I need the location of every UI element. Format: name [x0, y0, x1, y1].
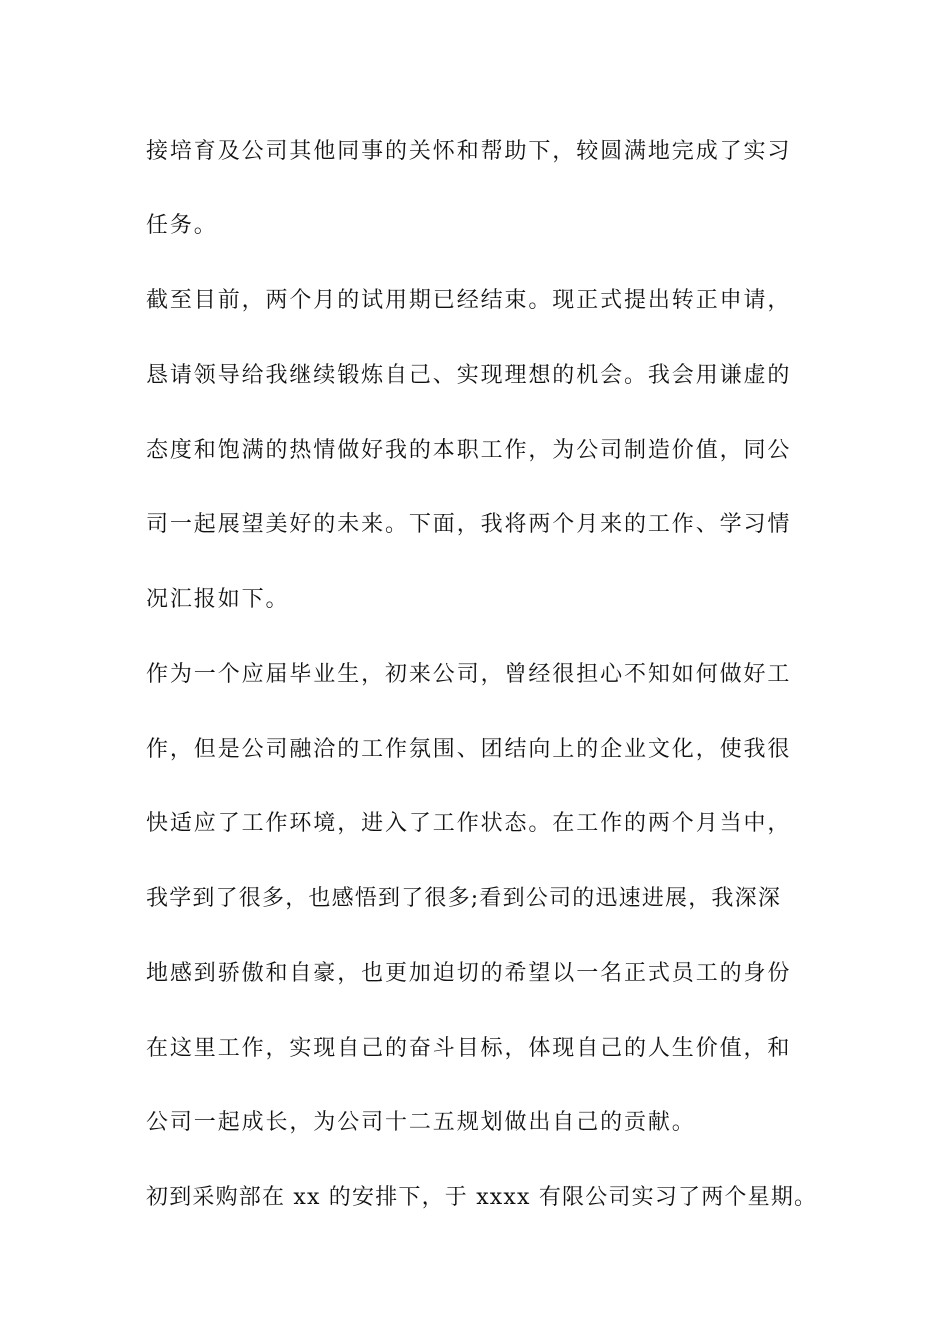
text-line-9: 作，但是公司融洽的工作氛围、团结向上的企业文化，使我很 [146, 737, 792, 762]
text-line-4: 恳请领导给我继续锻炼自己、实现理想的机会。我会用谦虚的 [146, 363, 792, 388]
text-line-3: 截至目前，两个月的试用期已经结束。现正式提出转正申请， [146, 288, 792, 313]
text-line-12: 地感到骄傲和自豪，也更加迫切的希望以一名正式员工的身份 [146, 961, 792, 986]
text-line-2: 任务。 [146, 213, 218, 238]
text-line-11: 我学到了很多，也感悟到了很多;看到公司的迅速进展，我深深 [146, 886, 782, 911]
text-line-14: 公司一起成长，为公司十二五规划做出自己的贡献。 [146, 1110, 696, 1135]
text-line-15: 初到采购部在 xx 的安排下，于 xxxx 有限公司实习了两个星期。 [146, 1185, 818, 1210]
text-line-13: 在这里工作，实现自己的奋斗目标，体现自己的人生价值，和 [146, 1036, 792, 1061]
text-line-8: 作为一个应届毕业生，初来公司，曾经很担心不知如何做好工 [146, 662, 792, 687]
text-line-10: 快适应了工作环境，进入了工作状态。在工作的两个月当中， [146, 811, 792, 836]
text-line-6: 司一起展望美好的未来。下面，我将两个月来的工作、学习情 [146, 512, 792, 537]
text-line-7: 况汇报如下。 [146, 587, 290, 612]
text-line-1: 接培育及公司其他同事的关怀和帮助下，较圆满地完成了实习 [146, 139, 792, 164]
text-line-5: 态度和饱满的热情做好我的本职工作，为公司制造价值，同公 [146, 438, 792, 463]
